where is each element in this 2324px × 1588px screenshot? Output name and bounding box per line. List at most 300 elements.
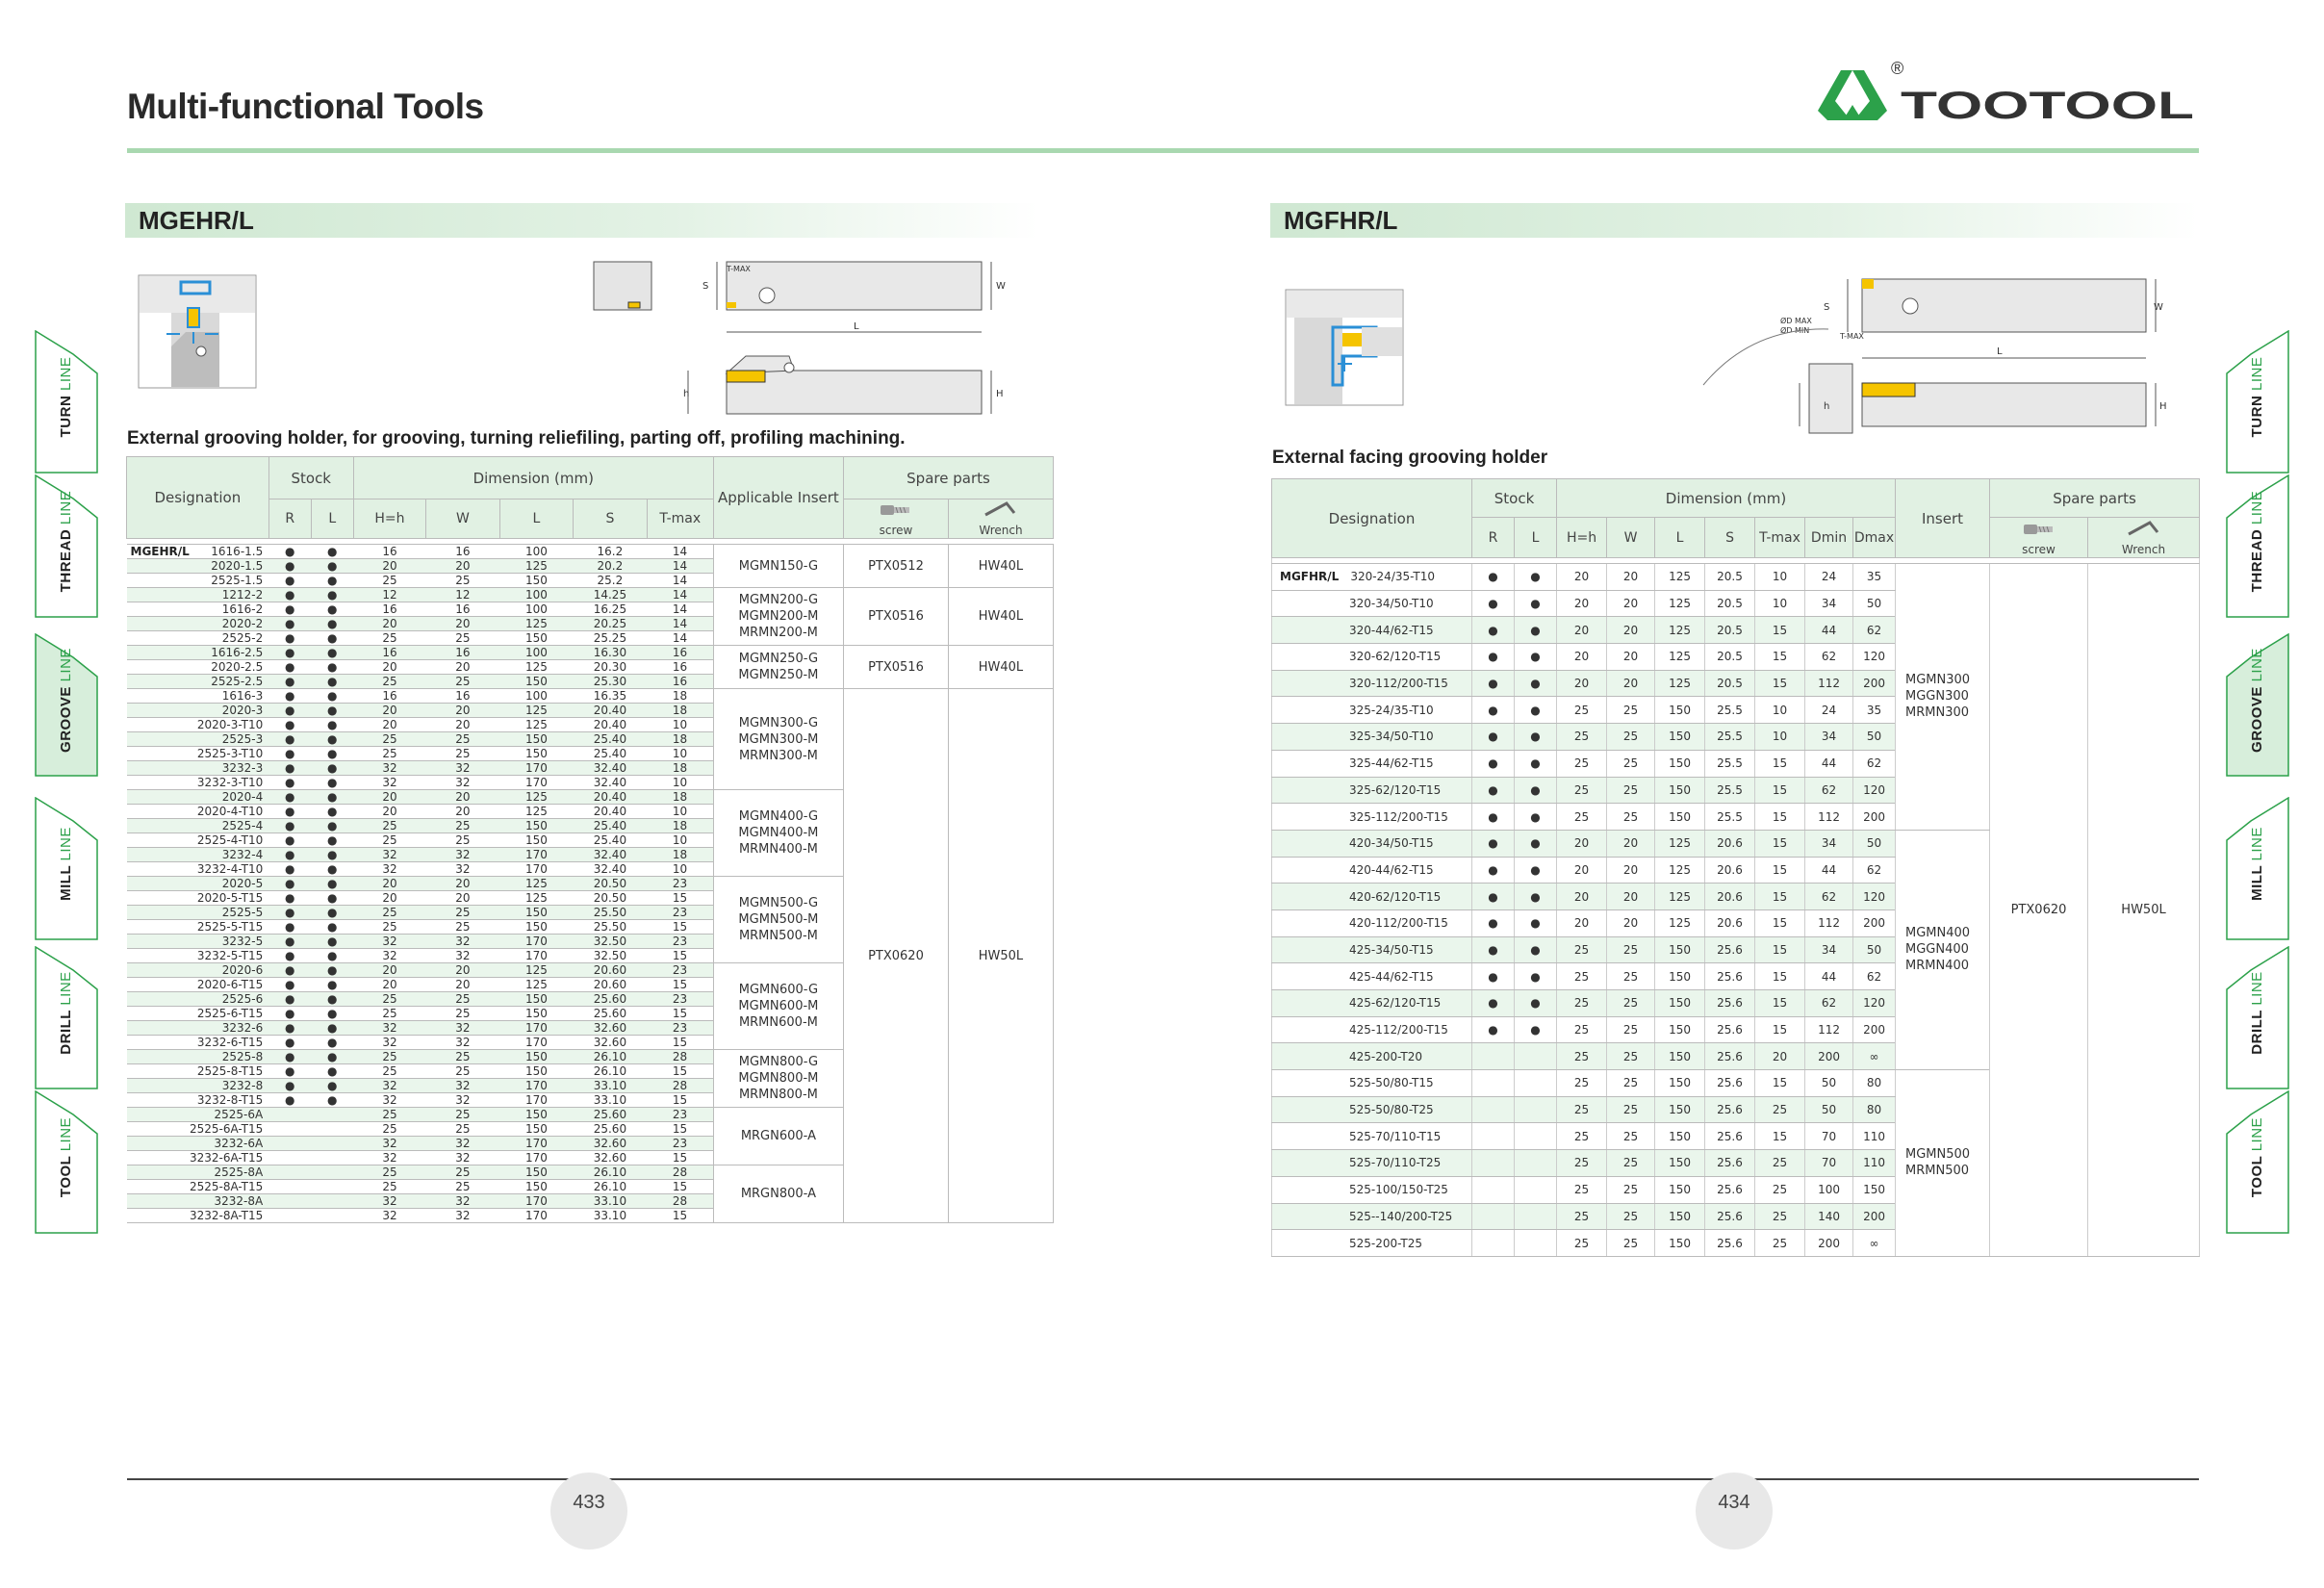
- value-cell: 200: [1853, 909, 1896, 936]
- value-cell: 62: [1853, 963, 1896, 990]
- stock-l-cell: [1515, 1070, 1557, 1097]
- value-cell: 32: [426, 935, 499, 949]
- value-cell: 32: [353, 776, 425, 790]
- value-cell: 20.40: [574, 805, 647, 819]
- side-tab-word: DRILL: [58, 1010, 74, 1055]
- value-cell: 150: [1655, 750, 1705, 777]
- insert-code: MGMN400-M: [738, 826, 819, 840]
- value-cell: 25: [1557, 936, 1607, 963]
- value-cell: 20: [353, 617, 425, 631]
- value-cell: 25: [426, 1064, 499, 1079]
- value-cell: 20: [1557, 590, 1607, 617]
- value-cell: 150: [1655, 990, 1705, 1017]
- value-cell: 25: [426, 819, 499, 833]
- value-cell: 25.5: [1705, 777, 1755, 804]
- registered-mark: ®: [1891, 59, 1904, 78]
- value-cell: 14: [647, 602, 713, 617]
- value-cell: 15: [1755, 857, 1805, 884]
- value-cell: 25: [1557, 697, 1607, 724]
- designation-code: 525-70/110-T25: [1349, 1156, 1442, 1170]
- value-cell: 12: [426, 588, 499, 602]
- value-cell: 32: [353, 1194, 425, 1209]
- value-cell: 25.40: [574, 732, 647, 747]
- side-tab-mill[interactable]: [2226, 799, 2289, 938]
- value-cell: 15: [1755, 777, 1805, 804]
- stock-l-cell: ●: [311, 675, 353, 689]
- designation-code: 2525-8-T15: [196, 1064, 264, 1078]
- designation-cell: [127, 574, 269, 588]
- value-cell: 33.10: [574, 1093, 647, 1108]
- col-len-r: L: [1655, 518, 1705, 558]
- value-cell: 20: [353, 805, 425, 819]
- value-cell: 15: [1755, 670, 1805, 697]
- side-tab-mill[interactable]: [35, 799, 98, 938]
- logo-mark-icon: [1818, 70, 1887, 120]
- value-cell: 23: [647, 992, 713, 1007]
- stock-r-cell: ●: [1472, 697, 1515, 724]
- value-cell: 25: [1557, 750, 1607, 777]
- value-cell: 32: [353, 862, 425, 877]
- value-cell: 150: [499, 992, 573, 1007]
- designation-cell: [1272, 644, 1472, 671]
- screw-cell: PTX0516: [843, 588, 948, 646]
- stock-r-cell: ●: [268, 617, 311, 631]
- insert-code: MRMN400-M: [738, 842, 818, 857]
- value-cell: 26.10: [574, 1064, 647, 1079]
- value-cell: 16.25: [574, 602, 647, 617]
- value-cell: 44: [1805, 963, 1853, 990]
- designation-code: 325-112/200-T15: [1349, 809, 1448, 824]
- value-cell: 18: [647, 732, 713, 747]
- value-cell: 25: [426, 1007, 499, 1021]
- insert-code: MRGN600-A: [740, 1129, 816, 1143]
- value-cell: 32: [426, 1137, 499, 1151]
- stock-r-cell: ●: [268, 704, 311, 718]
- side-tab-thread[interactable]: [35, 476, 98, 616]
- value-cell: 70: [1805, 1123, 1853, 1150]
- value-cell: 125: [1655, 909, 1705, 936]
- side-tab-word: GROOVE: [58, 686, 74, 753]
- value-cell: 25.50: [574, 920, 647, 935]
- stock-r-cell: ●: [1472, 884, 1515, 910]
- designation-cell: [127, 1209, 269, 1223]
- value-cell: 20.40: [574, 718, 647, 732]
- dim-h-small-label: h: [683, 389, 690, 399]
- stock-l-cell: ●: [1515, 750, 1557, 777]
- section-title-mgehr: MGEHR/L: [125, 203, 1039, 238]
- col-hh: H=h: [353, 499, 425, 539]
- stock-l-cell: ●: [1515, 909, 1557, 936]
- value-cell: 150: [1655, 1203, 1705, 1230]
- value-cell: 112: [1805, 909, 1853, 936]
- value-cell: 15: [1755, 830, 1805, 857]
- stock-l-cell: ●: [311, 602, 353, 617]
- value-cell: 18: [647, 790, 713, 805]
- value-cell: 20: [1557, 670, 1607, 697]
- value-cell: 150: [1655, 936, 1705, 963]
- designation-cell: [127, 906, 269, 920]
- value-cell: 20.5: [1705, 644, 1755, 671]
- insert-code: MRMN500: [1905, 1164, 1970, 1179]
- value-cell: 25: [1607, 1043, 1655, 1070]
- stock-l-cell: ●: [1515, 670, 1557, 697]
- value-cell: 20: [426, 978, 499, 992]
- value-cell: 15: [1755, 644, 1805, 671]
- value-cell: 25: [1607, 1176, 1655, 1203]
- value-cell: 32: [426, 1194, 499, 1209]
- side-tab-suffix: LINE: [2249, 827, 2265, 861]
- value-cell: 18: [647, 704, 713, 718]
- stock-r-cell: ●: [268, 1064, 311, 1079]
- value-cell: 25: [353, 1180, 425, 1194]
- value-cell: 15: [1755, 750, 1805, 777]
- value-cell: 28: [647, 1079, 713, 1093]
- insert-code: MRMN800-M: [738, 1088, 818, 1102]
- value-cell: 10: [1755, 564, 1805, 591]
- wrench-cell: HW50L: [948, 689, 1053, 1223]
- value-cell: 150: [499, 1050, 573, 1064]
- stock-r-cell: ●: [1472, 590, 1515, 617]
- value-cell: 25: [1557, 1123, 1607, 1150]
- stock-l-cell: [311, 1108, 353, 1122]
- value-cell: 20: [426, 805, 499, 819]
- value-cell: 25: [1755, 1203, 1805, 1230]
- side-tab-groove[interactable]: [35, 635, 98, 775]
- value-cell: 25.6: [1705, 1043, 1755, 1070]
- insert-code: MRGN800-A: [740, 1187, 816, 1201]
- value-cell: 20: [426, 877, 499, 891]
- col-dimension: Dimension (mm): [353, 457, 713, 499]
- value-cell: 20.6: [1705, 909, 1755, 936]
- value-cell: 25.60: [574, 992, 647, 1007]
- value-cell: 26.10: [574, 1050, 647, 1064]
- value-cell: 25.60: [574, 1122, 647, 1137]
- stock-r-cell: ●: [268, 819, 311, 833]
- value-cell: 25: [1607, 990, 1655, 1017]
- value-cell: 33.10: [574, 1194, 647, 1209]
- value-cell: 15: [1755, 884, 1805, 910]
- value-cell: 100: [499, 588, 573, 602]
- value-cell: 112: [1805, 670, 1853, 697]
- value-cell: 16: [647, 675, 713, 689]
- stock-l-cell: [1515, 1043, 1557, 1070]
- stock-r-cell: ●: [1472, 777, 1515, 804]
- value-cell: 10: [647, 747, 713, 761]
- stock-r-cell: ●: [268, 545, 311, 559]
- dim-h-large-label: H: [996, 389, 1004, 399]
- designation-cell: [1272, 1150, 1472, 1177]
- insert-code: MGMN400: [1905, 926, 1971, 941]
- designation-cell: [127, 1021, 269, 1036]
- stock-r-cell: ●: [268, 631, 311, 646]
- designation-cell: [1272, 936, 1472, 963]
- value-cell: 20: [1557, 564, 1607, 591]
- stock-r-cell: [1472, 1203, 1515, 1230]
- designation-cell: [127, 559, 269, 574]
- stock-r-cell: ●: [268, 732, 311, 747]
- stock-r-cell: ●: [268, 805, 311, 819]
- value-cell: 50: [1853, 724, 1896, 751]
- mgehr-spec-table: [126, 456, 1054, 1223]
- value-cell: 32.60: [574, 1151, 647, 1165]
- value-cell: 170: [499, 848, 573, 862]
- side-tab-suffix: LINE: [58, 971, 74, 1006]
- value-cell: 15: [1755, 963, 1805, 990]
- designation-cell: [127, 992, 269, 1007]
- value-cell: 15: [647, 1093, 713, 1108]
- value-cell: 25: [426, 1108, 499, 1122]
- stock-r-cell: [268, 1137, 311, 1151]
- value-cell: 25.5: [1705, 804, 1755, 831]
- value-cell: 15: [1755, 909, 1805, 936]
- designation-cell: [127, 545, 269, 559]
- side-tab-suffix: LINE: [2249, 490, 2265, 525]
- designation-code: 2020-6: [221, 963, 264, 977]
- designation-code: 3232-6-T15: [196, 1036, 264, 1049]
- stock-l-cell: [1515, 1230, 1557, 1257]
- value-cell: 25: [426, 574, 499, 588]
- value-cell: 150: [1655, 1176, 1705, 1203]
- value-cell: 100: [499, 646, 573, 660]
- value-cell: 16.2: [574, 545, 647, 559]
- insert-code: MGMN300-G: [738, 715, 819, 730]
- designation-code: 3232-8-T15: [196, 1093, 264, 1107]
- value-cell: 14.25: [574, 588, 647, 602]
- designation-code: 325-24/35-T10: [1349, 703, 1434, 717]
- side-tab-word: THREAD: [2249, 528, 2265, 593]
- stock-r-cell: ●: [1472, 804, 1515, 831]
- designation-cell: [127, 819, 269, 833]
- designation-code: 2525-4: [221, 819, 264, 832]
- subtitle-mgehr: External grooving holder, for grooving, turning reliefiling, parting off, profiling machining.: [127, 428, 906, 448]
- value-cell: 100: [499, 689, 573, 704]
- value-cell: 125: [499, 790, 573, 805]
- col-stock: Stock: [268, 457, 353, 499]
- insert-code: MGMN250-M: [738, 668, 819, 682]
- designation-prefix: MGFHR/L: [1280, 570, 1340, 584]
- col-s-r: S: [1705, 518, 1755, 558]
- designation-cell: [127, 1194, 269, 1209]
- designation-code: 425-62/120-T15: [1349, 996, 1442, 1011]
- value-cell: 125: [499, 718, 573, 732]
- value-cell: 25: [353, 732, 425, 747]
- stock-r-cell: [268, 1180, 311, 1194]
- value-cell: 32: [353, 1209, 425, 1223]
- value-cell: 150: [1853, 1176, 1896, 1203]
- value-cell: 10: [647, 833, 713, 848]
- screw-cell: PTX0620: [1990, 564, 2088, 1257]
- value-cell: 25.6: [1705, 1070, 1755, 1097]
- stock-r-cell: ●: [268, 906, 311, 920]
- stock-r-cell: ●: [268, 992, 311, 1007]
- insert-cell: [713, 545, 843, 588]
- side-tab-tool[interactable]: [2226, 1092, 2289, 1232]
- designation-code: 1616-2: [221, 602, 264, 616]
- side-tab-turn[interactable]: [35, 332, 98, 472]
- designation-code: 2525-6-T15: [196, 1007, 264, 1020]
- value-cell: 20: [353, 790, 425, 805]
- side-tab-suffix: LINE: [2249, 1116, 2265, 1152]
- value-cell: 15: [647, 1180, 713, 1194]
- value-cell: 80: [1853, 1070, 1896, 1097]
- designation-cell: [1272, 1176, 1472, 1203]
- insert-cell: [1896, 830, 1990, 1069]
- stock-r-cell: ●: [1472, 750, 1515, 777]
- value-cell: 25: [426, 631, 499, 646]
- stock-r-cell: ●: [1472, 644, 1515, 671]
- designation-cell: [1272, 1043, 1472, 1070]
- value-cell: 125: [499, 877, 573, 891]
- value-cell: 25: [1607, 1230, 1655, 1257]
- value-cell: 15: [1755, 804, 1805, 831]
- value-cell: 32: [353, 761, 425, 776]
- insert-code: MGMN600-G: [738, 983, 819, 997]
- value-cell: 32: [426, 1151, 499, 1165]
- value-cell: 25: [1755, 1150, 1805, 1177]
- value-cell: 20: [426, 704, 499, 718]
- stock-l-cell: ●: [311, 545, 353, 559]
- designation-cell: [127, 1180, 269, 1194]
- dim-tmax-label-right: T-MAX: [1840, 332, 1864, 341]
- value-cell: 25.5: [1705, 750, 1755, 777]
- value-cell: 150: [499, 675, 573, 689]
- designation-code: 2525-3-T10: [196, 747, 264, 760]
- stock-l-cell: ●: [311, 761, 353, 776]
- designation-code: 2525-3: [221, 732, 264, 746]
- stock-l-cell: ●: [311, 574, 353, 588]
- stock-r-cell: ●: [268, 935, 311, 949]
- col-s: S: [574, 499, 647, 539]
- designation-code: 2525-5: [221, 906, 264, 919]
- insert-code: MRMN400: [1905, 959, 1970, 974]
- stock-l-cell: ●: [311, 646, 353, 660]
- side-tab-tool[interactable]: [35, 1092, 98, 1232]
- stock-l-cell: ●: [1515, 936, 1557, 963]
- value-cell: 32: [426, 1021, 499, 1036]
- value-cell: 25: [1607, 724, 1655, 751]
- value-cell: 150: [499, 1180, 573, 1194]
- designation-code: 3232-6A-T15: [189, 1151, 264, 1165]
- stock-r-cell: ●: [268, 718, 311, 732]
- stock-l-cell: ●: [311, 978, 353, 992]
- stock-l-cell: ●: [311, 1021, 353, 1036]
- stock-r-cell: ●: [268, 978, 311, 992]
- value-cell: 20: [1557, 857, 1607, 884]
- col-wrench-label-r: Wrench: [2121, 542, 2166, 556]
- value-cell: 20.60: [574, 978, 647, 992]
- value-cell: 20.5: [1705, 564, 1755, 591]
- value-cell: 150: [499, 574, 573, 588]
- designation-cell: [127, 602, 269, 617]
- value-cell: 112: [1805, 1016, 1853, 1043]
- stock-l-cell: ●: [1515, 590, 1557, 617]
- value-cell: 25: [353, 1007, 425, 1021]
- designation-cell: [1272, 750, 1472, 777]
- value-cell: 25: [353, 631, 425, 646]
- value-cell: 32.60: [574, 1036, 647, 1050]
- side-tab-label: [2245, 630, 2270, 770]
- value-cell: 200: [1853, 1016, 1896, 1043]
- side-tab-suffix: LINE: [58, 1116, 74, 1152]
- stock-r-cell: [1472, 1043, 1515, 1070]
- value-cell: 25: [353, 906, 425, 920]
- insert-cell: [713, 963, 843, 1050]
- stock-l-cell: ●: [311, 949, 353, 963]
- brand-wordmark: TOOTOOL: [1901, 85, 2194, 127]
- side-tab-word: TURN: [58, 395, 74, 438]
- stock-l-cell: ●: [311, 848, 353, 862]
- value-cell: 23: [647, 963, 713, 978]
- side-tab-turn[interactable]: [2226, 332, 2289, 472]
- value-cell: 150: [1655, 804, 1705, 831]
- designation-cell: [127, 660, 269, 675]
- value-cell: 32: [426, 1209, 499, 1223]
- stock-r-cell: [1472, 1070, 1515, 1097]
- stock-l-cell: [311, 1209, 353, 1223]
- designation-code: 2525-8A: [214, 1165, 264, 1179]
- value-cell: 25: [426, 1165, 499, 1180]
- value-cell: 140: [1805, 1203, 1853, 1230]
- value-cell: 25.6: [1705, 1176, 1755, 1203]
- dim-h-small-label-right: h: [1824, 401, 1830, 412]
- page-title: Multi-functional Tools: [127, 87, 484, 126]
- insert-code: MGMN800-M: [738, 1071, 819, 1086]
- stock-r-cell: ●: [268, 848, 311, 862]
- side-tab-groove[interactable]: [2226, 635, 2289, 775]
- side-tab-drill[interactable]: [35, 948, 98, 1088]
- value-cell: 100: [1805, 1176, 1853, 1203]
- value-cell: 15: [1755, 990, 1805, 1017]
- value-cell: 44: [1805, 750, 1853, 777]
- value-cell: 25: [426, 906, 499, 920]
- designation-cell: [127, 1165, 269, 1180]
- brand-logo: [1814, 53, 2199, 140]
- stock-l-cell: ●: [311, 963, 353, 978]
- value-cell: 125: [499, 891, 573, 906]
- insert-code: MGMN250-G: [738, 652, 819, 666]
- col-len: L: [499, 499, 573, 539]
- dim-dmin-label: ØD MIN: [1780, 326, 1810, 335]
- value-cell: 25.40: [574, 833, 647, 848]
- col-wrench-r: [2088, 518, 2200, 558]
- stock-l-cell: ●: [311, 704, 353, 718]
- value-cell: 20: [353, 660, 425, 675]
- designation-cell: [127, 805, 269, 819]
- side-tab-suffix: LINE: [2249, 648, 2265, 682]
- stock-l-cell: ●: [311, 718, 353, 732]
- designation-cell: [127, 949, 269, 963]
- value-cell: 10: [647, 862, 713, 877]
- insert-cell: [713, 1165, 843, 1223]
- designation-cell: [1272, 617, 1472, 644]
- col-wrench: [948, 499, 1053, 539]
- designation-cell: [127, 978, 269, 992]
- designation-code: 320-44/62-T15: [1349, 623, 1434, 637]
- value-cell: 33.10: [574, 1209, 647, 1223]
- designation-cell: [1272, 590, 1472, 617]
- value-cell: 20.50: [574, 877, 647, 891]
- page-number-left: 433: [550, 1473, 627, 1550]
- side-tab-thread[interactable]: [2226, 476, 2289, 616]
- value-cell: 25: [1607, 697, 1655, 724]
- side-tab-drill[interactable]: [2226, 948, 2289, 1088]
- value-cell: 150: [499, 1064, 573, 1079]
- value-cell: 15: [647, 1036, 713, 1050]
- stock-r-cell: ●: [1472, 617, 1515, 644]
- stock-l-cell: ●: [1515, 1016, 1557, 1043]
- value-cell: 112: [1805, 804, 1853, 831]
- value-cell: 25: [353, 675, 425, 689]
